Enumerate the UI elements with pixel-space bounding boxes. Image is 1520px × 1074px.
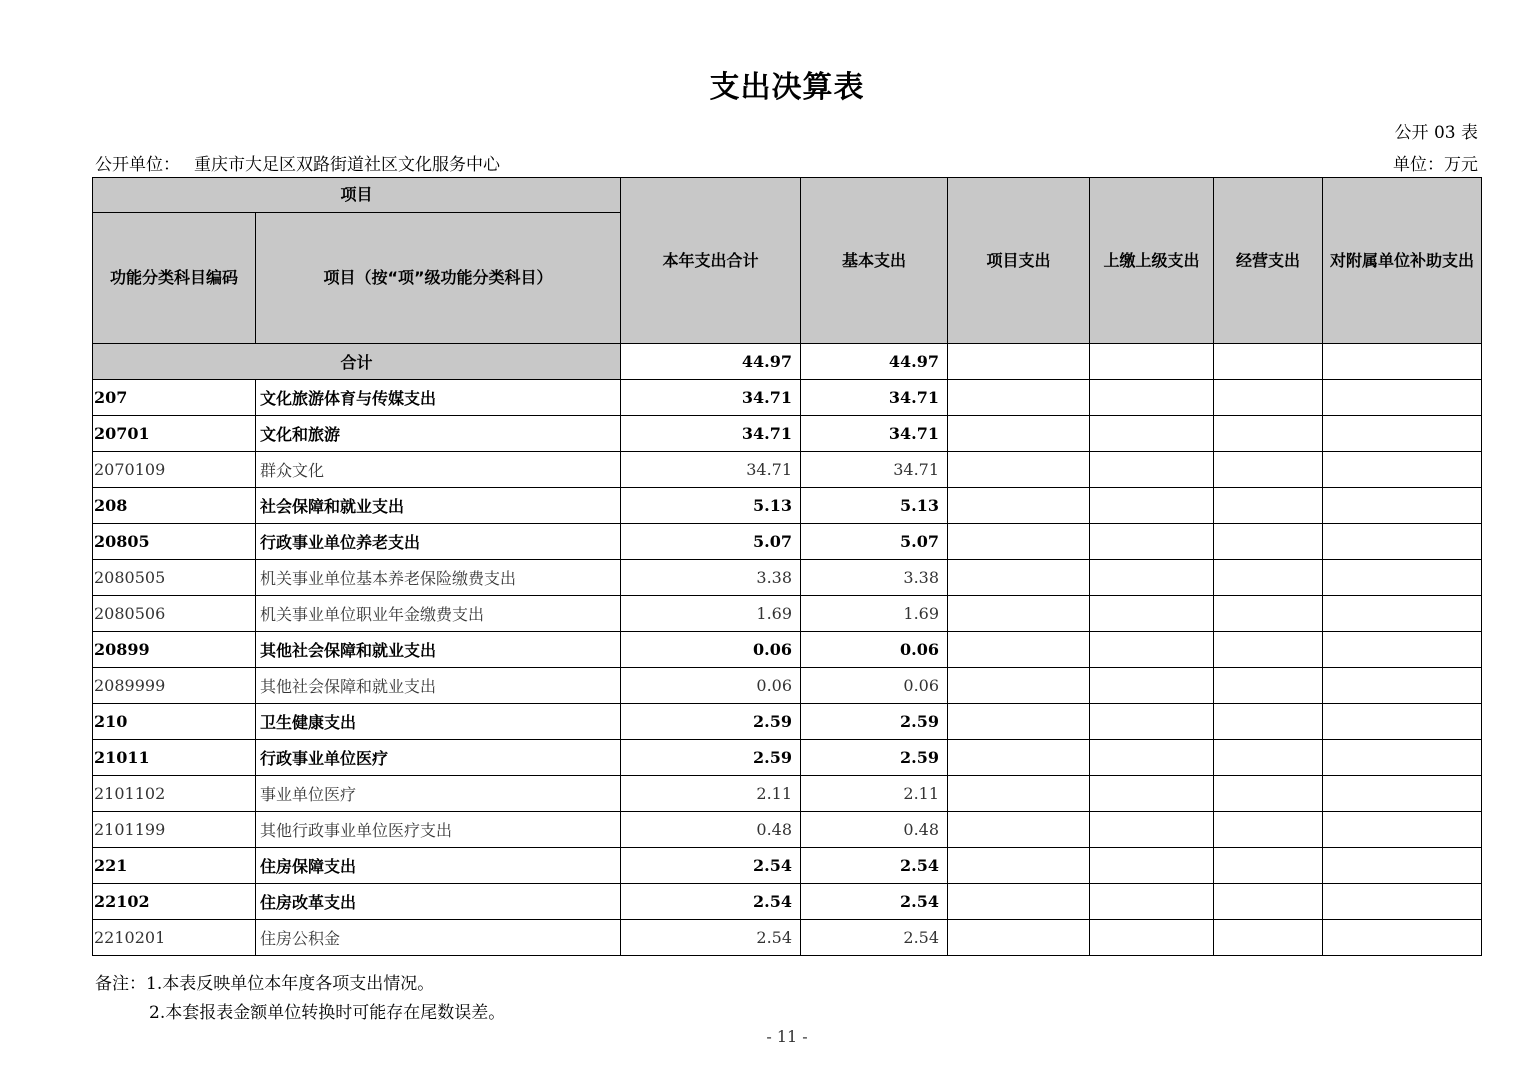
empty-cell	[1214, 668, 1323, 704]
row-name: 住房改革支出	[256, 884, 621, 920]
row-name: 卫生健康支出	[256, 704, 621, 740]
empty-cell	[948, 452, 1090, 488]
total-amount: 44.97	[621, 344, 801, 380]
row-name: 群众文化	[256, 452, 621, 488]
row-code: 2210201	[93, 920, 256, 956]
reporting-unit	[95, 150, 500, 175]
page-title: 支出决算表	[709, 70, 865, 105]
empty-cell	[1323, 704, 1482, 740]
table-row	[93, 848, 1482, 884]
empty-cell	[1214, 488, 1323, 524]
empty-cell	[1323, 740, 1482, 776]
empty-cell	[1214, 848, 1323, 884]
empty-cell	[1214, 560, 1323, 596]
empty-cell	[1090, 632, 1214, 668]
row-basic: 2.54	[801, 884, 948, 920]
row-total: 5.13	[621, 488, 801, 524]
empty-cell	[1090, 668, 1214, 704]
empty-cell	[1214, 812, 1323, 848]
empty-cell	[1214, 380, 1323, 416]
table-row	[93, 920, 1482, 956]
empty-cell	[1323, 560, 1482, 596]
table-number: 公开 03 表	[1394, 123, 1478, 143]
row-basic: 0.06	[801, 632, 948, 668]
empty-cell	[1090, 596, 1214, 632]
empty-cell	[948, 704, 1090, 740]
row-basic: 2.54	[801, 920, 948, 956]
row-code: 207	[93, 380, 256, 416]
row-basic: 5.13	[801, 488, 948, 524]
row-code: 208	[93, 488, 256, 524]
row-basic: 0.06	[801, 668, 948, 704]
empty-cell	[1090, 380, 1214, 416]
row-name: 住房保障支出	[256, 848, 621, 884]
empty-cell	[1214, 740, 1323, 776]
empty-cell	[1323, 632, 1482, 668]
row-basic: 2.59	[801, 740, 948, 776]
table-row	[93, 596, 1482, 632]
row-total: 0.06	[621, 632, 801, 668]
total-basic: 44.97	[801, 344, 948, 380]
total-row	[93, 344, 1482, 380]
note-1: 备注：1.本表反映单位本年度各项支出情况。	[95, 974, 435, 994]
row-name: 其他社会保障和就业支出	[256, 668, 621, 704]
empty-cell	[948, 920, 1090, 956]
table-row	[93, 380, 1482, 416]
row-total: 2.54	[621, 920, 801, 956]
empty-cell	[1214, 776, 1323, 812]
empty-cell	[1090, 740, 1214, 776]
empty-cell	[948, 560, 1090, 596]
header-upper: 上缴上级支出	[1090, 178, 1214, 344]
empty-cell	[1323, 848, 1482, 884]
row-code: 210	[93, 704, 256, 740]
header-business: 经营支出	[1214, 178, 1323, 344]
row-basic: 34.71	[801, 416, 948, 452]
empty-cell	[948, 596, 1090, 632]
header-project: 项目支出	[948, 178, 1090, 344]
empty-cell	[948, 884, 1090, 920]
table-row	[93, 776, 1482, 812]
row-name: 事业单位医疗	[256, 776, 621, 812]
row-name: 机关事业单位职业年金缴费支出	[256, 596, 621, 632]
total-label: 合计	[93, 344, 621, 380]
empty-cell	[1214, 632, 1323, 668]
row-basic: 2.59	[801, 704, 948, 740]
row-total: 34.71	[621, 452, 801, 488]
unit-name: 重庆市大足区双路街道社区文化服务中心	[194, 155, 500, 175]
empty-cell	[948, 380, 1090, 416]
empty-cell	[1090, 488, 1214, 524]
empty-cell	[948, 524, 1090, 560]
empty-cell	[1214, 884, 1323, 920]
empty-cell	[1323, 452, 1482, 488]
row-total: 2.59	[621, 704, 801, 740]
table-row	[93, 812, 1482, 848]
row-total: 2.11	[621, 776, 801, 812]
empty-cell	[1323, 596, 1482, 632]
row-basic: 1.69	[801, 596, 948, 632]
empty-cell	[1214, 704, 1323, 740]
empty-cell	[1090, 524, 1214, 560]
empty-cell	[1214, 920, 1323, 956]
empty-cell	[1090, 560, 1214, 596]
table-row	[93, 740, 1482, 776]
row-code: 2080506	[93, 596, 256, 632]
empty-cell	[1323, 416, 1482, 452]
page-number: - 11 -	[766, 1027, 808, 1046]
header-code: 功能分类科目编码	[93, 213, 256, 344]
row-basic: 2.11	[801, 776, 948, 812]
row-total: 0.06	[621, 668, 801, 704]
empty-cell	[1090, 920, 1214, 956]
row-name: 社会保障和就业支出	[256, 488, 621, 524]
row-name: 住房公积金	[256, 920, 621, 956]
empty-cell	[1323, 380, 1482, 416]
empty-cell	[948, 776, 1090, 812]
empty-cell	[1090, 776, 1214, 812]
row-name: 行政事业单位养老支出	[256, 524, 621, 560]
empty-cell	[1323, 884, 1482, 920]
row-name: 其他行政事业单位医疗支出	[256, 812, 621, 848]
row-basic: 3.38	[801, 560, 948, 596]
table-row	[93, 704, 1482, 740]
empty-cell	[1323, 776, 1482, 812]
empty-cell	[1323, 920, 1482, 956]
row-total: 0.48	[621, 812, 801, 848]
header-basic: 基本支出	[801, 178, 948, 344]
header-subsidiary: 对附属单位补助支出	[1323, 178, 1482, 344]
empty-cell	[948, 488, 1090, 524]
empty-cell	[948, 416, 1090, 452]
row-name: 其他社会保障和就业支出	[256, 632, 621, 668]
table-row	[93, 488, 1482, 524]
empty-cell	[1323, 812, 1482, 848]
currency-unit: 单位：万元	[1393, 155, 1478, 175]
table-row	[93, 668, 1482, 704]
row-basic: 5.07	[801, 524, 948, 560]
row-code: 20701	[93, 416, 256, 452]
empty-cell	[1214, 416, 1323, 452]
table-row	[93, 416, 1482, 452]
row-code: 21011	[93, 740, 256, 776]
row-basic: 34.71	[801, 452, 948, 488]
row-code: 2089999	[93, 668, 256, 704]
row-basic: 2.54	[801, 848, 948, 884]
empty-cell	[1090, 704, 1214, 740]
table-row	[93, 884, 1482, 920]
notes	[95, 970, 505, 1028]
row-name: 机关事业单位基本养老保险缴费支出	[256, 560, 621, 596]
row-code: 20805	[93, 524, 256, 560]
empty-cell	[948, 740, 1090, 776]
header-row-1	[93, 178, 1482, 213]
row-name: 文化旅游体育与传媒支出	[256, 380, 621, 416]
row-total: 34.71	[621, 416, 801, 452]
empty-cell	[1090, 884, 1214, 920]
row-total: 34.71	[621, 380, 801, 416]
row-total: 2.59	[621, 740, 801, 776]
table-row	[93, 452, 1482, 488]
table-row	[93, 632, 1482, 668]
expenditure-table	[92, 177, 1482, 956]
empty-cell	[948, 668, 1090, 704]
header-name: 项目（按“项”级功能分类科目）	[256, 213, 621, 344]
row-total: 3.38	[621, 560, 801, 596]
row-total: 5.07	[621, 524, 801, 560]
empty-cell	[1323, 668, 1482, 704]
empty-cell	[1090, 416, 1214, 452]
row-total: 1.69	[621, 596, 801, 632]
row-name: 文化和旅游	[256, 416, 621, 452]
empty-cell	[1323, 488, 1482, 524]
table-row	[93, 524, 1482, 560]
empty-cell	[1090, 452, 1214, 488]
row-code: 2101102	[93, 776, 256, 812]
empty-cell	[1323, 524, 1482, 560]
row-basic: 34.71	[801, 380, 948, 416]
row-code: 20899	[93, 632, 256, 668]
table-row	[93, 560, 1482, 596]
note-2: 2.本套报表金额单位转换时可能存在尾数误差。	[149, 1003, 506, 1023]
empty-cell	[1214, 596, 1323, 632]
row-total: 2.54	[621, 848, 801, 884]
empty-cell	[1090, 812, 1214, 848]
header-item-group: 项目	[93, 178, 621, 213]
header-total: 本年支出合计	[621, 178, 801, 344]
empty-cell	[948, 812, 1090, 848]
row-code: 2070109	[93, 452, 256, 488]
empty-cell	[1214, 524, 1323, 560]
empty-cell	[948, 848, 1090, 884]
row-code: 2101199	[93, 812, 256, 848]
empty-cell	[948, 632, 1090, 668]
row-total: 2.54	[621, 884, 801, 920]
row-code: 22102	[93, 884, 256, 920]
empty-cell	[1090, 848, 1214, 884]
unit-label: 公开单位：	[95, 155, 180, 175]
row-code: 2080505	[93, 560, 256, 596]
row-name: 行政事业单位医疗	[256, 740, 621, 776]
row-basic: 0.48	[801, 812, 948, 848]
row-code: 221	[93, 848, 256, 884]
empty-cell	[1214, 452, 1323, 488]
